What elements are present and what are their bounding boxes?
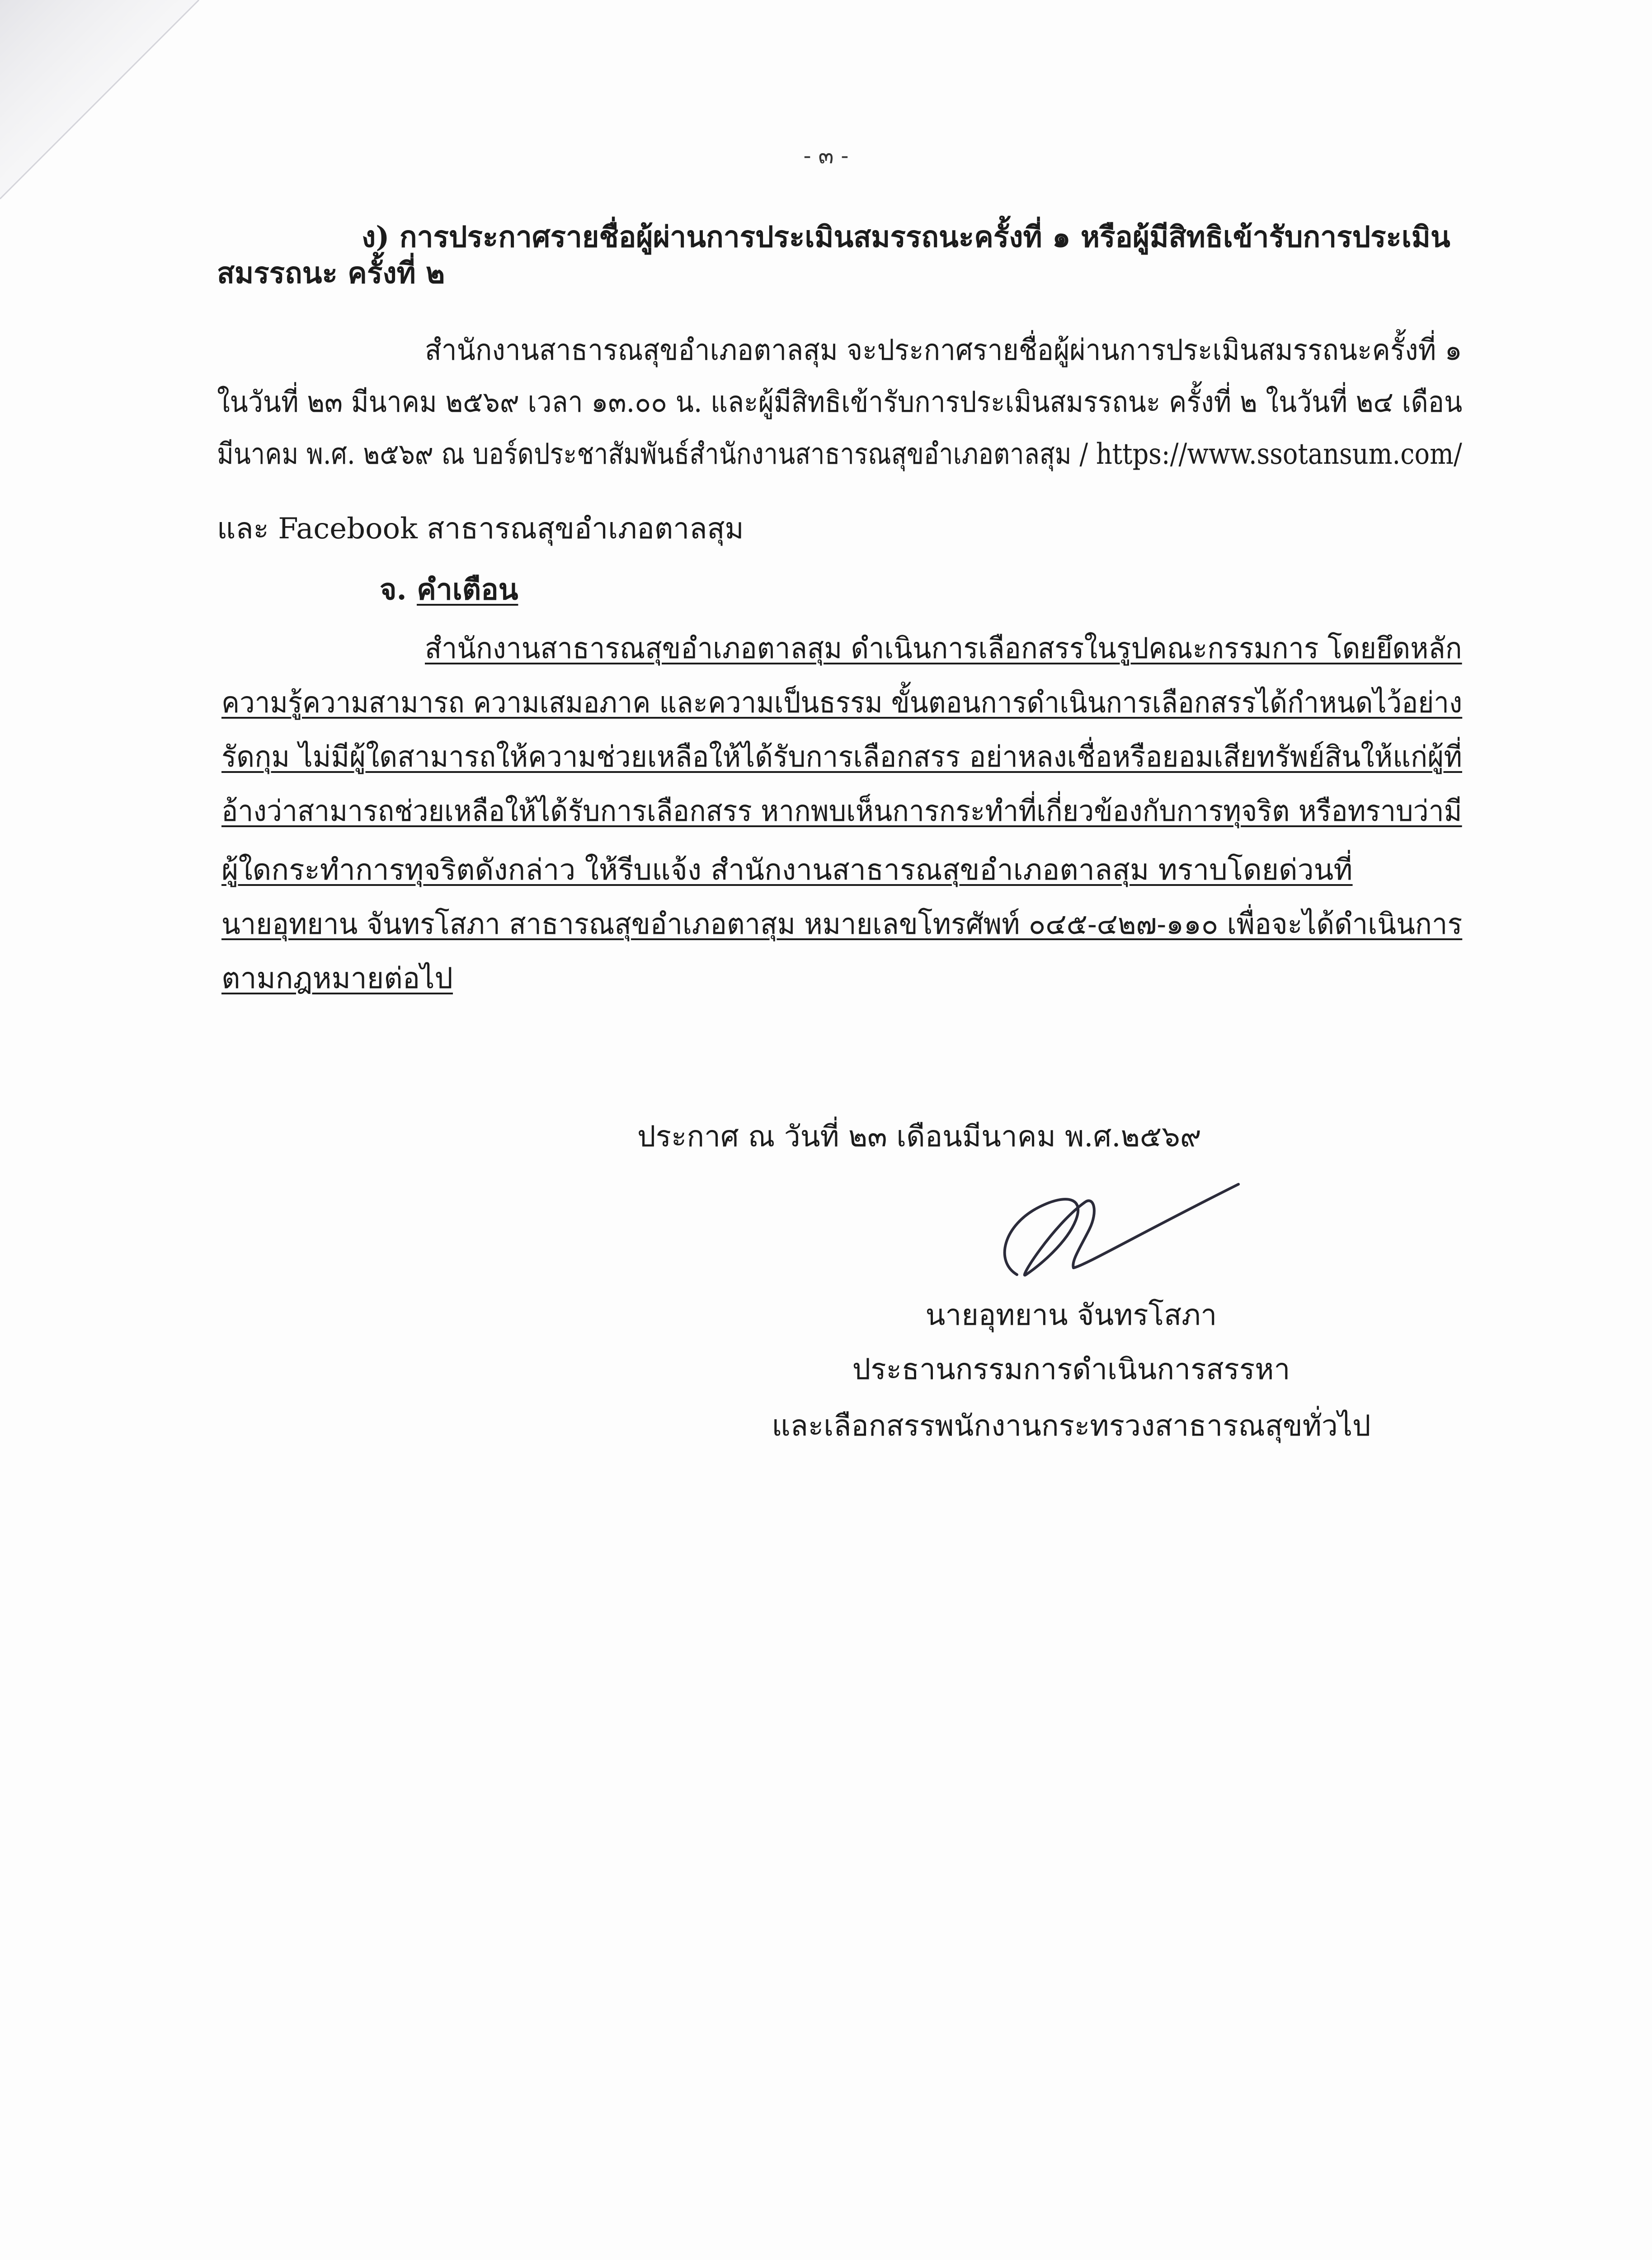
announcement-date: ประกาศ ณ วันที่ ๒๓ เดือนมีนาคม พ.ศ.๒๕๖๙ — [637, 1120, 1201, 1154]
section-e-heading — [380, 570, 518, 610]
section-d-body-line-1: สำนักงานสาธารณสุขอำเภอตาลสุม จะประกาศรายชื่อผู้ผ่านการประเมินสมรรถนะครั้งที่ ๑ — [425, 334, 1462, 367]
warning-body-line-5: ผู้ใดกระทำการทุจริตดังกล่าว ให้รีบแจ้ง สำนักงานสาธารณสุขอำเภอตาลสุม ทราบโดยด่วนที่ — [221, 853, 1353, 887]
section-d-body-line-4: และ Facebook สาธารณสุขอำเภอตาลสุม — [217, 512, 744, 546]
section-e-title: คำเตือน — [417, 573, 518, 607]
warning-body-line-1: สำนักงานสาธารณสุขอำเภอตาลสุม ดำเนินการเลือกสรรในรูปคณะกรรมการ โดยยึดหลัก — [425, 632, 1462, 665]
section-e-label: จ. — [380, 573, 407, 607]
signatory-name: นายอุทยาน จันทรโสภา — [925, 1299, 1217, 1332]
warning-body-line-4: อ้างว่าสามารถช่วยเหลือให้ได้รับการเลือกสรร หากพบเห็นการกระทำที่เกี่ยวข้องกับการทุจริต หรือทราบว่ามี — [221, 795, 1462, 828]
page-number: - ๓ - — [803, 142, 849, 169]
section-d-body-line-2: ในวันที่ ๒๓ มีนาคม ๒๕๖๙ เวลา ๑๓.๐๐ น. และผู้มีสิทธิเข้ารับการประเมินสมรรถนะ ครั้งที่ ๒ ในวันที่ ๒๔ เดือน — [217, 386, 1463, 419]
handwritten-signature — [949, 1171, 1266, 1297]
warning-body-line-3: รัดกุม ไม่มีผู้ใดสามารถให้ความช่วยเหลือให้ได้รับการเลือกสรร อย่าหลงเชื่อหรือยอมเสียทรัพย์สินให้แก่ผู้ที่ — [221, 740, 1462, 774]
warning-body-line-6: นายอุทยาน จันทรโสภา สาธารณสุขอำเภอตาสุม หมายเลขโทรศัพท์ ๐๔๕-๔๒๗-๑๑๐ เพื่อจะได้ดำเนินการ — [221, 908, 1463, 941]
signatory-position-line-2: และเลือกสรรพนักงานกระทรวงสาธารณสุขทั่วไป — [772, 1409, 1371, 1443]
warning-body-line-2: ความรู้ความสามารถ ความเสมอภาค และความเป็นธรรม ขั้นตอนการดำเนินการเลือกสรรได้กำหนดไว้อย่าง — [221, 686, 1463, 720]
section-d-body-line-3: มีนาคม พ.ศ. ๒๕๖๙ ณ บอร์ดประชาสัมพันธ์สำนักงานสาธารณสุขอำเภอตาลสุม / https://www.ssotansum.com/ — [217, 438, 1462, 471]
warning-body-line-7: ตามกฎหมายต่อไป — [221, 962, 453, 995]
section-d-heading-line-1: ง) การประกาศรายชื่อผู้ผ่านการประเมินสมรรถนะครั้งที่ ๑ หรือผู้มีสิทธิเข้ารับการประเมิน — [362, 220, 1450, 254]
page-fold-shadow — [0, 0, 235, 217]
signatory-position-line-1: ประธานกรรมการดำเนินการสรรหา — [852, 1353, 1290, 1386]
section-d-heading-line-2: สมรรถนะ ครั้งที่ ๒ — [217, 256, 445, 290]
